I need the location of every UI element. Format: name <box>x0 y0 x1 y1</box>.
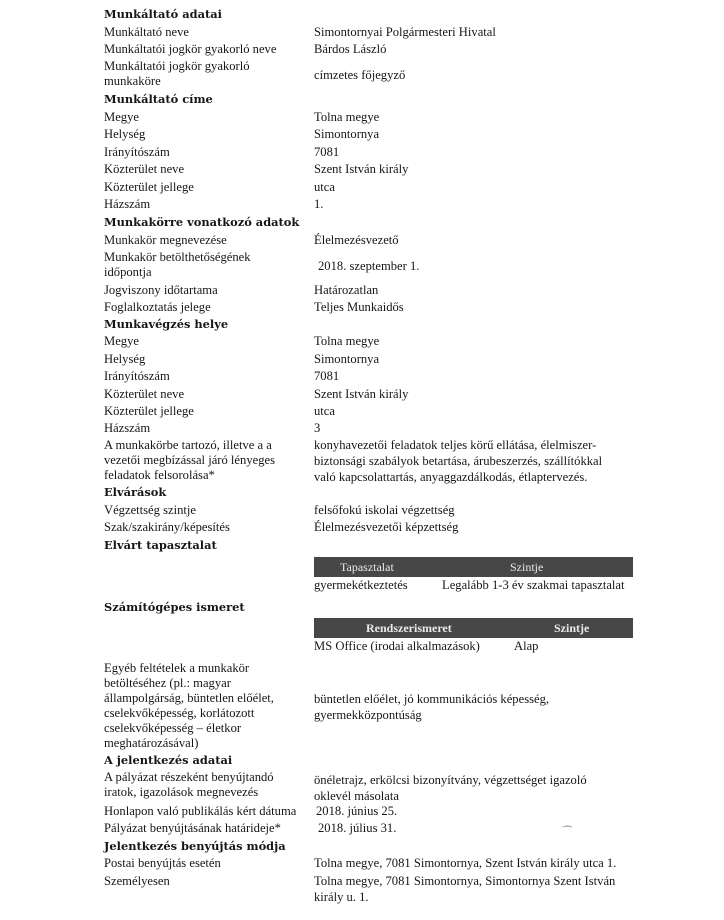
workplace-number-value: 3 <box>314 421 321 435</box>
other-label-line-5: cselekvőképesség – életkor <box>104 721 242 735</box>
deadline-value: 2018. július 31. <box>318 821 397 835</box>
postal-value: Tolna megye, 7081 Simontornya, Szent István király utca 1. <box>314 856 617 870</box>
employer-number-value: 1. <box>314 197 324 211</box>
computer-skills-heading: Számítógépes ismeret <box>104 600 245 614</box>
position-start-label-1: Munkakör betölthetőségének <box>104 250 251 264</box>
personal-value-line-1: Tolna megye, 7081 Simontornya, Simontornya Szent István <box>314 874 616 888</box>
duties-value-line-3: való kapcsolattartás, anyaggazdálkodás, étlaptervezés. <box>314 470 588 484</box>
workplace-county-label: Megye <box>104 334 139 348</box>
experience-col-level: Szintje <box>510 560 544 574</box>
position-duration-label: Jogviszony időtartama <box>104 283 218 297</box>
scan-mark-icon: ⁀ <box>563 827 572 839</box>
experience-table-header <box>314 557 633 577</box>
docs-label-line-1: A pályázat részeként benyújtandó <box>104 770 274 784</box>
duties-label-line-1: A munkakörbe tartozó, illetve a a <box>104 438 272 452</box>
authority-name-value: Bárdos László <box>314 42 387 56</box>
experience-row-level: Legalább 1-3 év szakmai tapasztalat <box>442 578 625 592</box>
authority-name-label: Munkáltatói jogkör gyakorló neve <box>104 42 277 56</box>
section-heading-employer-address: Munkáltató címe <box>104 92 213 106</box>
field-label: Szak/szakirány/képesítés <box>104 520 230 534</box>
experience-col-experience: Tapasztalat <box>340 560 394 574</box>
education-label: Végzettség szintje <box>104 503 196 517</box>
duties-label-line-2: vezetői megbízással járó lényeges <box>104 453 275 467</box>
docs-value-line-1: önéletrajz, erkölcsi bizonyítvány, végzettséget igazoló <box>314 773 587 787</box>
workplace-zip-value: 7081 <box>314 369 340 383</box>
employer-street-type-label: Közterület jellege <box>104 180 194 194</box>
computer-col-system: Rendszerismeret <box>366 621 452 635</box>
workplace-street-label: Közterület neve <box>104 387 185 401</box>
docs-label-line-2: iratok, igazolások megnevezés <box>104 785 259 799</box>
computer-row-level: Alap <box>514 639 539 653</box>
other-value-line-1: büntetlen előélet, jó kommunikációs képesség, <box>314 692 550 706</box>
section-heading-workplace: Munkavégzés helye <box>104 317 229 331</box>
position-start-value: 2018. szeptember 1. <box>318 259 420 273</box>
workplace-city-value: Simontornya <box>314 352 380 366</box>
employer-city-value: Simontornya <box>314 127 380 141</box>
field-value: Élelmezésvezetői képzettség <box>314 520 459 534</box>
position-title-value: Élelmezésvezető <box>314 233 399 247</box>
workplace-street-type-label: Közterület jellege <box>104 404 194 418</box>
other-label-line-1: Egyéb feltételek a munkakör <box>104 661 250 675</box>
position-duration-value: Határozatlan <box>314 283 379 297</box>
workplace-street-type-value: utca <box>314 404 335 418</box>
publish-date-label: Honlapon való publikálás kért dátuma <box>104 804 297 818</box>
employer-number-label: Házszám <box>104 197 151 211</box>
other-value-line-2: gyermekközpontúság <box>314 708 422 722</box>
section-heading-position: Munkakörre vonatkozó adatok <box>104 215 300 229</box>
computer-col-level: Szintje <box>554 621 590 635</box>
employer-street-type-value: utca <box>314 180 335 194</box>
workplace-county-value: Tolna megye <box>314 334 380 348</box>
deadline-label: Pályázat benyújtásának határideje* <box>104 821 281 835</box>
employer-street-label: Közterület neve <box>104 162 185 176</box>
workplace-number-label: Házszám <box>104 421 151 435</box>
publish-date-value: 2018. június 25. <box>316 804 398 818</box>
duties-value-line-1: konyhavezetői feladatok teljes körű ellátása, élelmiszer- <box>314 438 597 452</box>
experience-heading: Elvárt tapasztalat <box>104 538 217 552</box>
position-title-label: Munkakör megnevezése <box>104 233 227 247</box>
postal-label: Postai benyújtás esetén <box>104 856 221 870</box>
other-label-line-3: állampolgárság, büntetlen előélet, <box>104 691 274 705</box>
employer-name-value: Simontornyai Polgármesteri Hivatal <box>314 25 496 39</box>
position-type-label: Foglalkoztatás jelege <box>104 300 211 314</box>
employer-zip-value: 7081 <box>314 145 340 159</box>
docs-value-line-2: oklevél másolata <box>314 789 399 803</box>
workplace-city-label: Helység <box>104 352 146 366</box>
other-label-line-4: cselekvőképesség, korlátozott <box>104 706 255 720</box>
computer-table-header <box>314 618 633 638</box>
employer-name-label: Munkáltató neve <box>104 25 189 39</box>
position-start-label-2: időpontja <box>104 265 152 279</box>
education-value: felsőfokú iskolai végzettség <box>314 503 455 517</box>
section-heading-application: A jelentkezés adatai <box>104 753 233 767</box>
employer-street-value: Szent István király <box>314 162 409 176</box>
personal-label: Személyesen <box>104 874 170 888</box>
employer-zip-label: Irányítószám <box>104 145 170 159</box>
other-label-line-6: meghatározásával) <box>104 736 199 750</box>
experience-row-experience: gyermekétkeztetés <box>314 578 408 592</box>
employer-county-label: Megye <box>104 110 139 124</box>
authority-role-label-2: munkaköre <box>104 74 161 88</box>
employer-county-value: Tolna megye <box>314 110 380 124</box>
workplace-street-value: Szent István király <box>314 387 409 401</box>
duties-value-line-2: biztonsági szabályok betartása, árubeszerzés, szállítókkal <box>314 454 603 468</box>
authority-role-label-1: Munkáltatói jogkör gyakorló <box>104 59 250 73</box>
personal-value-line-2: király u. 1. <box>314 890 369 904</box>
employer-city-label: Helység <box>104 127 146 141</box>
section-heading-employer: Munkáltató adatai <box>104 7 222 21</box>
other-label-line-2: betöltéséhez (pl.: magyar <box>104 676 231 690</box>
duties-label-line-3: feladatok felsorolása* <box>104 468 215 482</box>
section-heading-submission: Jelentkezés benyújtás módja <box>104 839 286 853</box>
authority-role-value: címzetes főjegyző <box>314 68 406 82</box>
position-type-value: Teljes Munkaidős <box>314 300 404 314</box>
workplace-zip-label: Irányítószám <box>104 369 170 383</box>
section-heading-requirements: Elvárások <box>104 485 167 499</box>
computer-row-system: MS Office (irodai alkalmazások) <box>314 639 480 653</box>
